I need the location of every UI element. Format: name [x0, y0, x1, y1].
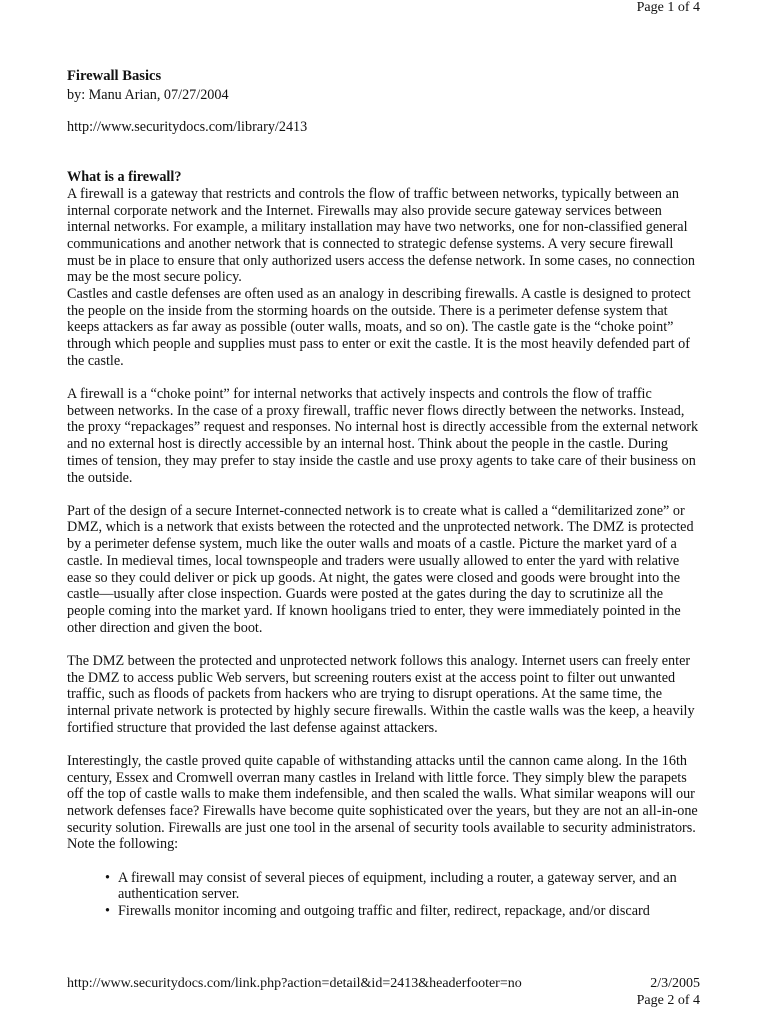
section-heading: What is a firewall? [67, 169, 182, 186]
footer-url: http://www.securitydocs.com/link.php?action=detail&id=2413&headerfooter=no [67, 976, 522, 991]
source-url: http://www.securitydocs.com/library/2413 [67, 119, 308, 136]
paragraph-firewall-definition: A firewall is a gateway that restricts and controls the flow of traffic between networks, typically between an internal corporate network and the Internet. Firewalls may also provide secure gateway services between internal networks. For example, a military installation may have two networks, one for non-classified general communications and another network that is connected to strategic defense systems. A very secure firewall must be in place to ensure that only authorized users access the defense network. In some cases, no connection may be the most secure policy. [67, 185, 695, 286]
paragraph-dmz-design: Part of the design of a secure Internet-connected network is to create what is called a “demilitarized zone” or DMZ, which is a network that exists between the rotected and the unprotected network. The DMZ is protected by a perimeter defense system, much like the outer walls and moats of a castle. Picture the market yard of a castle. In medieval times, local townspeople and traders were usually allowed to enter the yard with relative ease so they could deliver or pick up goods. At night, the gates were closed and goods were brought into the castle—usually after close inspection. Guards were posted at the gates during the day to scrutinize all the people coming into the market yard. If known hooligans tried to enter, they were immediately pointed in the other direction and given the boot. [67, 502, 694, 636]
list-item: • A firewall may consist of several pieces of equipment, including a router, a gateway server, and an authentication server. [105, 870, 701, 903]
article-byline: by: Manu Arian, 07/27/2004 [67, 86, 229, 103]
page-indicator-top: Page 1 of 4 [636, 0, 700, 15]
paragraph-cannon: Interestingly, the castle proved quite capable of withstanding attacks until the cannon came along. In the 16th century, Essex and Cromwell overran many castles in Ireland with little force. They simply blew the parapets off the top of castle walls to make them indefensible, and then scaled the walls. What similar weapons will our network defenses face? Firewalls have become quite sophisticated over the years, but they are not an all-in-one security solution. Firewalls are just one tool in the arsenal of security tools available to security administrators. Note the following: [67, 752, 698, 853]
paragraph-choke-point: A firewall is a “choke point” for internal networks that actively inspects and controls the flow of traffic between networks. In the case of a proxy firewall, traffic never flows directly between the networks. Instead, the proxy “repackages” request and responses. No internal host is directly accessible from the external network and no external host is directly accessible by an internal host. Think about the people in the castle. During times of tension, they may prefer to stay inside the castle and use proxy agents to take care of their business on the outside. [67, 386, 699, 486]
article-title: Firewall Basics [67, 68, 162, 84]
article-body [67, 68, 701, 920]
paragraph-dmz-analogy: The DMZ between the protected and unprotected network follows this analogy. Internet users can freely enter the DMZ to access public Web servers, but screening routers exist at the access point to filter out unwanted traffic, such as floods of packets from hackers who are trying to disrupt operations. At the same time, the internal private network is protected by highly secure firewalls. Within the castle walls was the keep, a heavily fortified structure that provided the last defense against attackers. [67, 652, 695, 736]
list-item: • Firewalls monitor incoming and outgoing traffic and filter, redirect, repackage, and/or discard [105, 903, 701, 920]
footer-date: 2/3/2005 [650, 976, 700, 991]
footer-meta [637, 976, 700, 1009]
page-indicator-bottom: Page 2 of 4 [636, 992, 700, 1008]
notes-list [67, 870, 701, 920]
paragraph-castle-analogy: Castles and castle defenses are often used as an analogy in describing firewalls. A castle is designed to protect the people on the inside from the storming hoards on the outside. There is a perimeter defense system that keeps attackers as far away as possible (outer walls, moats, and so on). The castle gate is the “choke point” through which people and supplies must pass to enter or exit the castle. It is the most heavily defended part of the castle. [67, 286, 691, 369]
